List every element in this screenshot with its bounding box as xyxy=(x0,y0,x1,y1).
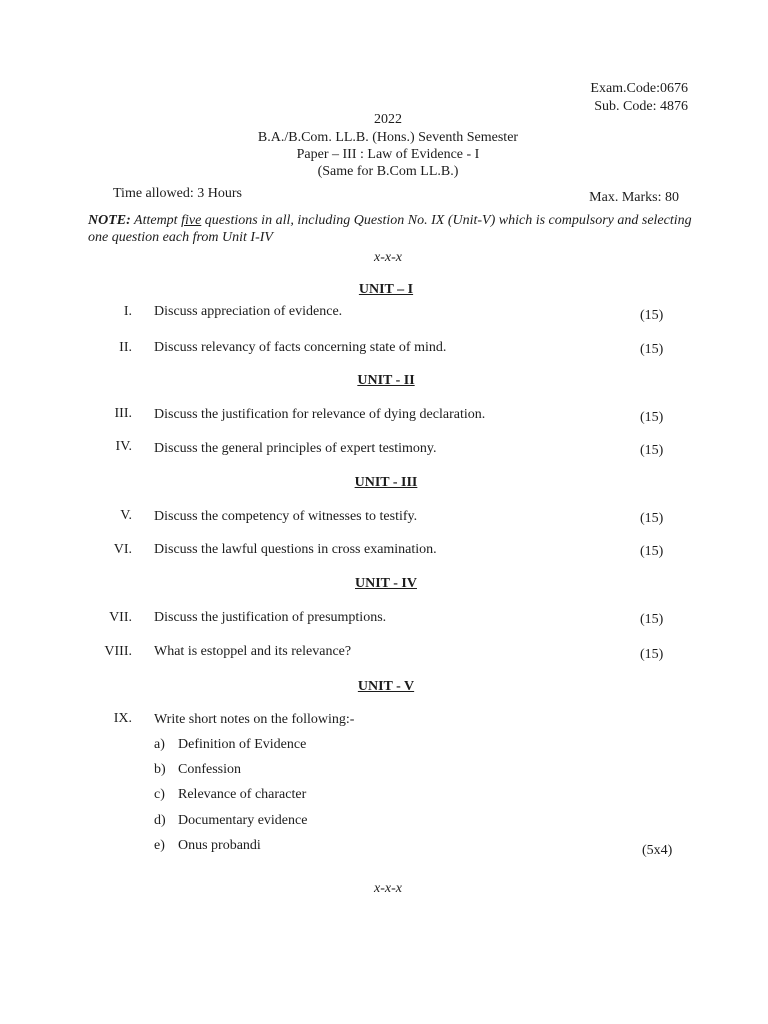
question-number: II. xyxy=(119,340,132,355)
question-number: IX. xyxy=(113,711,132,726)
sub-code: Sub. Code: 4876 xyxy=(594,99,688,114)
question-number: VII. xyxy=(109,610,132,625)
subparts-marks: (5x4) xyxy=(642,843,673,858)
subpart-text: Relevance of character xyxy=(178,787,307,802)
question-number: VIII. xyxy=(104,644,132,659)
time-allowed: Time allowed: 3 Hours xyxy=(113,186,242,201)
subpart-text: Confession xyxy=(178,762,241,777)
question-text: Discuss the general principles of expert testimony. xyxy=(154,441,437,456)
question-text: Discuss the competency of witnesses to testify. xyxy=(154,509,418,524)
subpart-item xyxy=(154,762,241,778)
note-label: NOTE: xyxy=(88,213,131,228)
question-number: I. xyxy=(123,304,132,319)
separator-top: x-x-x xyxy=(374,250,402,265)
question-text: What is estoppel and its relevance? xyxy=(154,644,352,659)
question-marks: (15) xyxy=(640,443,664,458)
question-text: Write short notes on the following:- xyxy=(154,712,355,727)
question-marks: (15) xyxy=(640,612,664,627)
question-text: Discuss appreciation of evidence. xyxy=(154,304,343,319)
question-marks: (15) xyxy=(640,511,664,526)
question-number: III. xyxy=(114,406,132,421)
subpart-item xyxy=(154,813,307,829)
question-marks: (15) xyxy=(640,544,664,559)
max-marks: Max. Marks: 80 xyxy=(589,190,679,205)
subpart-label: c) xyxy=(154,787,165,802)
note-text-2: questions in all, including Question No. IX (Unit-V) which is compulsory and selecting one question each from Unit I-IV xyxy=(88,213,692,245)
exam-year: 2022 xyxy=(374,112,402,127)
question-number: IV. xyxy=(115,439,132,454)
unit-heading: UNIT - III xyxy=(354,475,418,490)
question-number: VI. xyxy=(113,542,132,557)
subpart-label: d) xyxy=(154,813,166,828)
note-text-1: Attempt xyxy=(134,213,178,228)
question-marks: (15) xyxy=(640,308,664,323)
unit-heading: UNIT - V xyxy=(357,679,415,694)
exam-codes xyxy=(590,80,688,116)
subpart-item xyxy=(154,838,261,854)
paper-title: Paper – III : Law of Evidence - I xyxy=(296,147,480,162)
subpart-item xyxy=(154,787,306,803)
question-text: Discuss the justification for relevance of dying declaration. xyxy=(154,407,486,422)
question-marks: (15) xyxy=(640,410,664,425)
unit-heading: UNIT - II xyxy=(357,373,415,388)
same-for-note: (Same for B.Com LL.B.) xyxy=(317,164,459,179)
course-title: B.A./B.Com. LL.B. (Hons.) Seventh Semester xyxy=(257,130,519,145)
subpart-text: Onus probandi xyxy=(178,838,261,853)
unit-heading: UNIT - IV xyxy=(355,576,417,591)
subpart-label: b) xyxy=(154,762,166,777)
subpart-label: a) xyxy=(154,737,165,752)
question-marks: (15) xyxy=(640,647,664,662)
separator-bottom: x-x-x xyxy=(374,881,402,896)
instructions-note xyxy=(88,212,700,246)
question-number: V. xyxy=(120,508,132,523)
subpart-label: e) xyxy=(154,838,165,853)
note-five: five xyxy=(181,213,202,228)
subpart-text: Documentary evidence xyxy=(178,813,308,828)
subpart-item xyxy=(154,737,306,753)
question-text: Discuss relevancy of facts concerning state of mind. xyxy=(154,340,447,355)
exam-code: Exam.Code:0676 xyxy=(590,81,688,96)
unit-heading: UNIT – I xyxy=(358,282,414,297)
subpart-text: Definition of Evidence xyxy=(178,737,307,752)
question-text: Discuss the justification of presumptions. xyxy=(154,610,387,625)
question-marks: (15) xyxy=(640,342,664,357)
question-text: Discuss the lawful questions in cross examination. xyxy=(154,542,437,557)
